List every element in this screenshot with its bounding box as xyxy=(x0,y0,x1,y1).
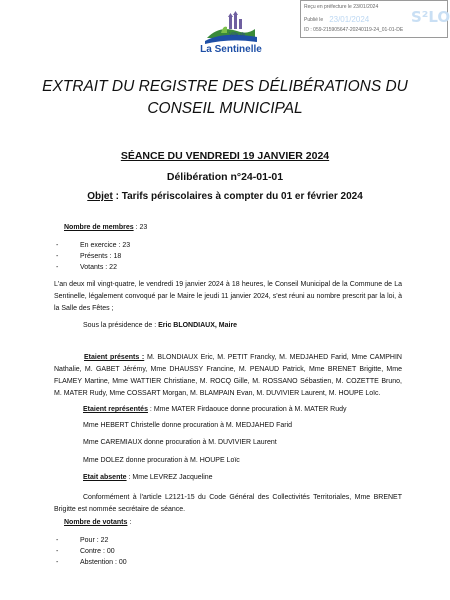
represented-label: Etaient représentés xyxy=(83,406,148,413)
session-date: SÉANCE DU VENDREDI 19 JANVIER 2024 xyxy=(120,150,330,162)
deliberation-number: Délibération n°24-01-01 xyxy=(166,171,284,183)
stamp-published-date: 23/01/2024 xyxy=(329,15,370,24)
members-present: - Présents : 18 xyxy=(80,251,121,262)
voters-label: Nombre de votants xyxy=(64,519,128,526)
members-in-office: - En exercice : 23 xyxy=(80,240,130,251)
prefecture-stamp xyxy=(300,0,448,38)
stamp-brand: S²LO xyxy=(411,8,450,26)
presidency xyxy=(83,320,237,331)
members-count xyxy=(64,222,147,233)
members-voting: - Votants : 22 xyxy=(80,262,117,273)
voters-value: : xyxy=(127,519,132,526)
votes-abstention: - Abstention : 00 xyxy=(80,557,127,568)
absent-text: : Mme LEVREZ Jacqueline xyxy=(126,474,213,481)
represented-item-2: Mme HEBERT Christelle donne procuration à M. MEDJAHED Farid xyxy=(83,422,293,429)
deliberation-subject xyxy=(0,191,450,202)
represented-item-3: Mme CAREMIAUX donne procuration à M. DUVIVIER Laurent xyxy=(83,439,277,446)
represented-line-1 xyxy=(83,404,347,415)
stamp-published-line: Publié le 23/01/2024 xyxy=(304,15,370,24)
represented-item-1: : Mme MATER Firdaouce donne procuration à M. MATER Rudy xyxy=(147,406,347,413)
presidency-name: Eric BLONDIAUX, Maire xyxy=(158,322,238,329)
town-logo-icon xyxy=(203,11,259,45)
secretary-paragraph: Conformément à l'article L2121-15 du Code Général des Collectivités Territoriales, Mme BRENET Brigitte est nommée secrétaire de séance. xyxy=(54,494,402,513)
subject-label: Objet xyxy=(87,191,113,202)
members-value: : 23 xyxy=(133,224,148,231)
stamp-received-line: Reçu en préfecture le 23/01/2024 xyxy=(304,4,379,10)
subject-text: : Tarifs périscolaires à compter du 01 er février 2024 xyxy=(112,191,363,202)
present-members xyxy=(54,352,402,400)
logo-town-name: La Sentinelle xyxy=(200,44,262,55)
members-label: Nombre de membres xyxy=(64,224,134,231)
intro-paragraph: L'an deux mil vingt-quatre, le vendredi 19 janvier 2024 à 18 heures, le Conseil Municipal de la Commune de La Sentinelle, légalement convoqué par le Maire le jeudi 11 janvier 2024, s'est réuni au nombre prescrit par la loi, à la Salle des Fêtes ; xyxy=(54,281,402,312)
present-list: M. BLONDIAUX Eric, M. PETIT Francky, M. MEDJAHED Farid, Mme CAMPHIN Nathalie, M. GABET Jérémy, Mme DHAUSSY Francine, M. PENAUD Patrick, Mme BRENET Brigitte, Mme FLAMEY Martine, Mme WATTIER Christiane, M. ROCQ Gille, M. ROSSANO Sébastien, M. COZETTE Bruno, M. MATER Rudy, Mme COSSART Morgan, M. BLAMPAIN Evan, M. DUVIVIER Laurent, M. HOUPE Loïc. xyxy=(54,354,402,397)
represented-item-4: Mme DOLEZ donne procuration à M. HOUPE Loïc xyxy=(83,457,240,464)
logo-ville-text: Ville de xyxy=(229,32,246,38)
absent-member xyxy=(83,472,213,483)
document-title-line2: CONSEIL MUNICIPAL xyxy=(147,100,303,117)
stamp-id-line: ID : 059-215905647-20240119-24_01-01-DE xyxy=(304,27,404,33)
voters-count xyxy=(64,517,131,528)
document-title xyxy=(40,76,410,120)
document-title-line1: EXTRAIT DU REGISTRE DES DÉLIBÉRATIONS DU xyxy=(42,78,408,95)
presidency-text: Sous la présidence de : xyxy=(83,322,159,329)
town-logo xyxy=(197,11,265,57)
present-label: Etaient présents : xyxy=(84,354,145,361)
absent-label: Etait absente xyxy=(83,474,127,481)
votes-against: - Contre : 00 xyxy=(80,546,115,557)
votes-for: - Pour : 22 xyxy=(80,535,108,546)
